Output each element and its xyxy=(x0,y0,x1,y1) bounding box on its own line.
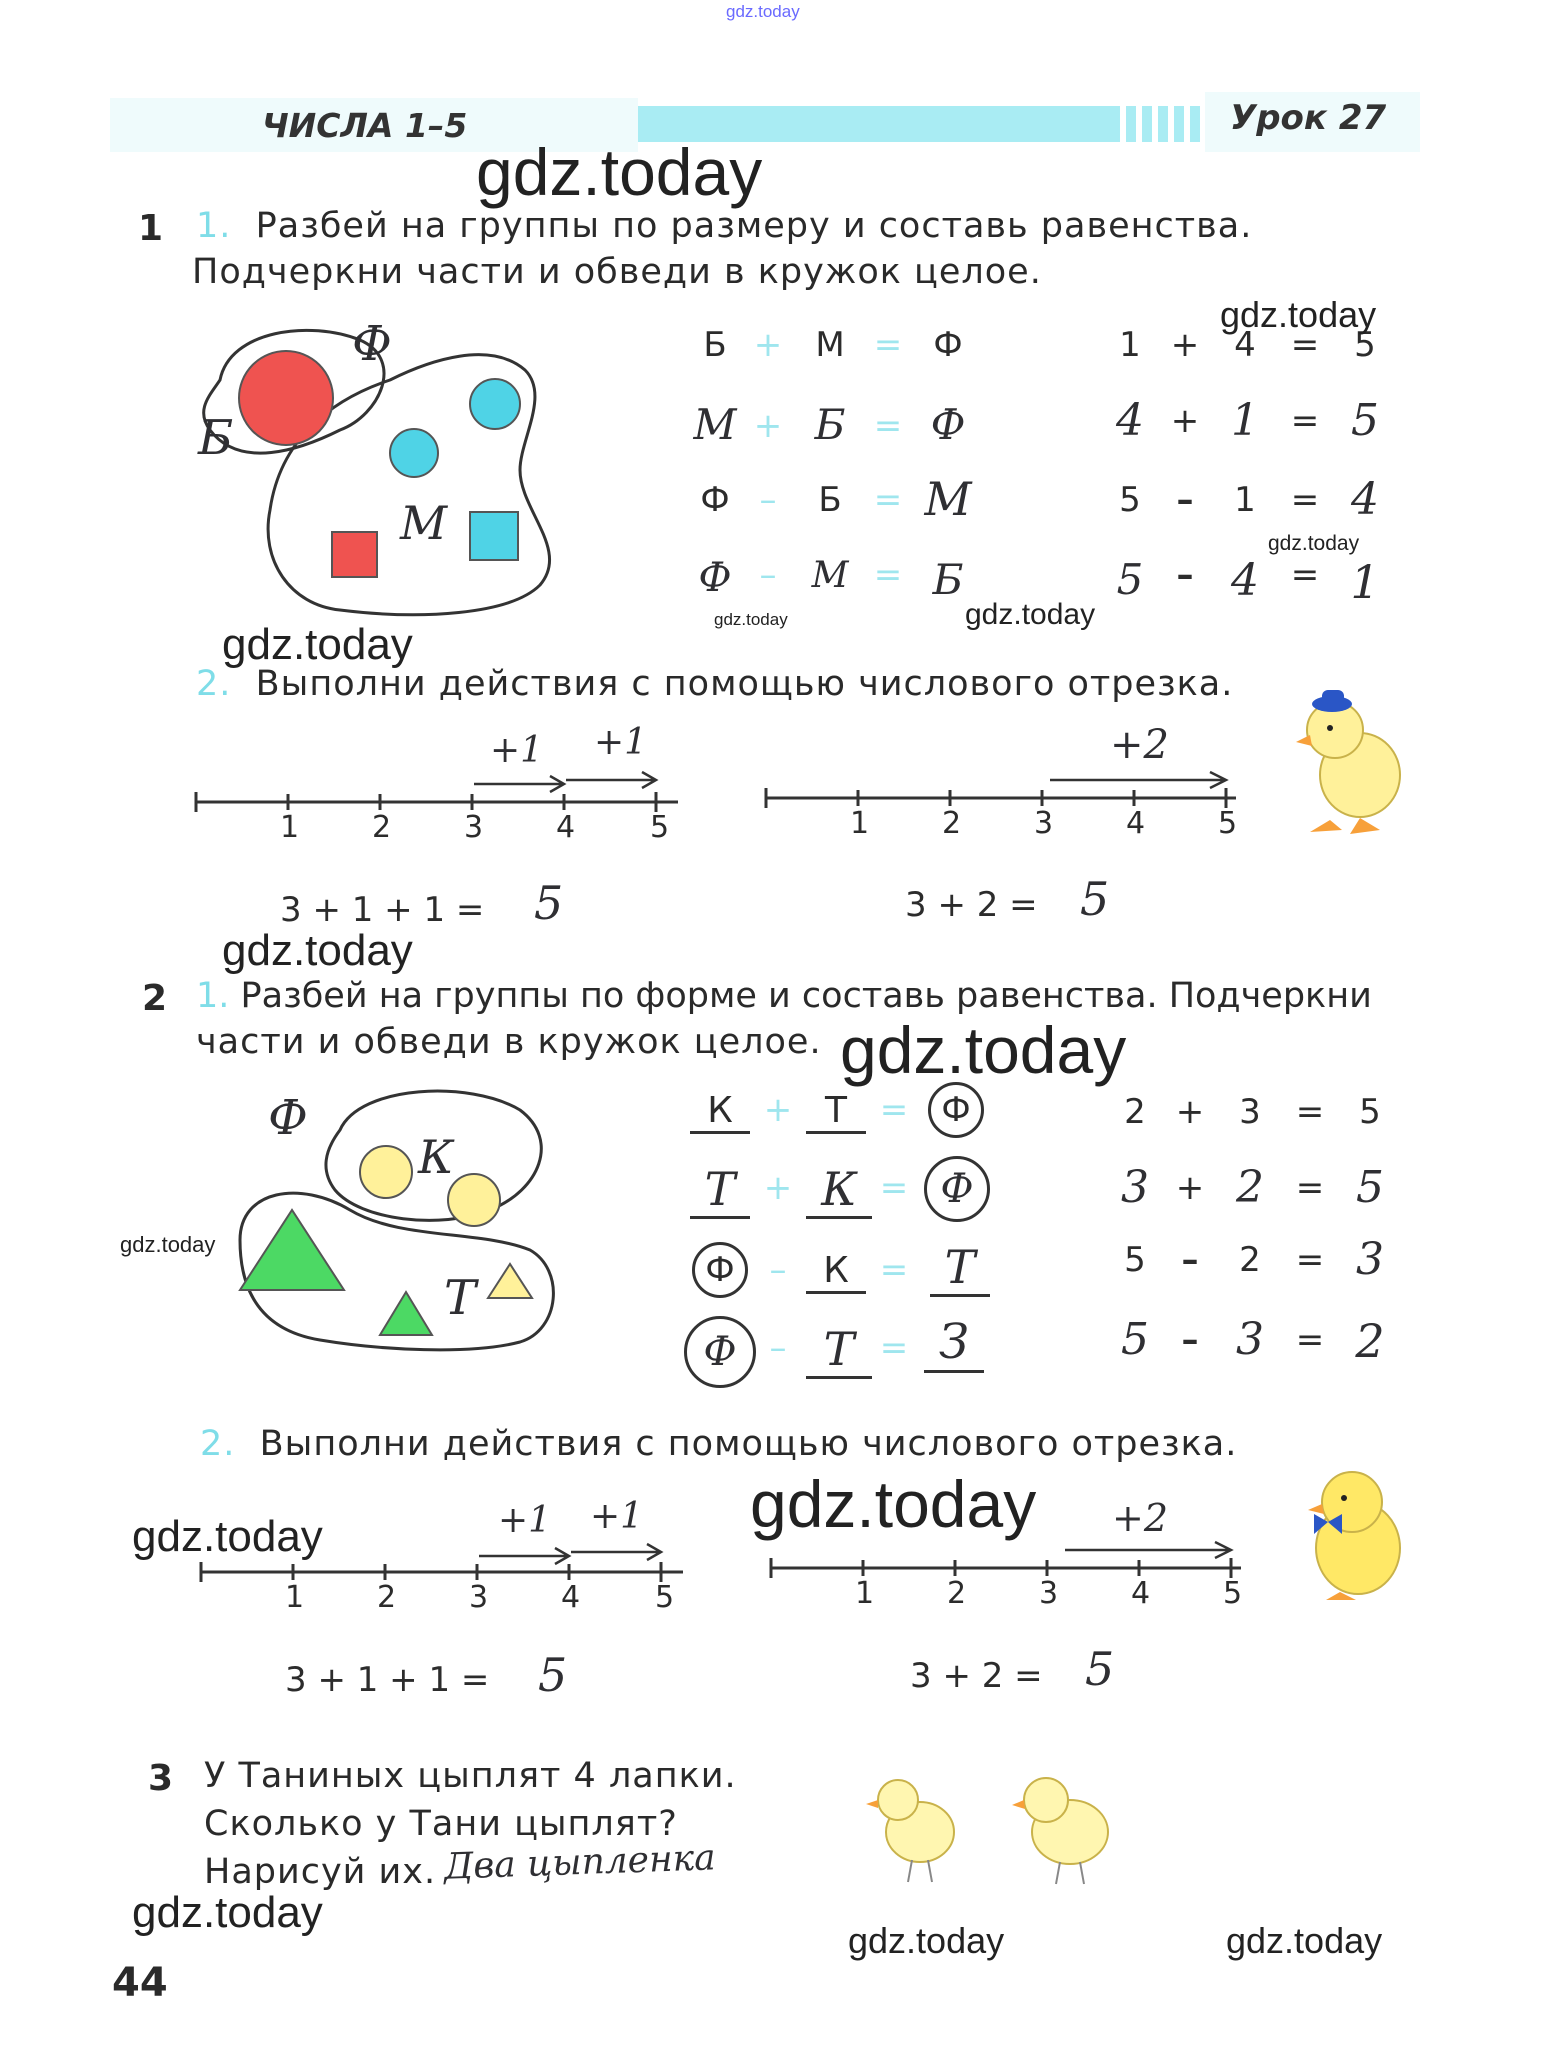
cell: Т xyxy=(690,1162,750,1219)
letter-row-1 xyxy=(690,1090,1010,1160)
task-3-line3: Нарисуй их. xyxy=(204,1852,437,1892)
letter-row-4 xyxy=(690,1314,1010,1398)
tick-label: 5 xyxy=(1223,1576,1243,1611)
cell: 5 xyxy=(1116,555,1144,604)
two-chicks-picture xyxy=(860,1760,1140,1890)
tick-label: 3 xyxy=(464,810,484,845)
cell: Т xyxy=(806,1322,872,1379)
task-1-right-equation: 3 + 2 = xyxy=(905,885,1038,925)
task-2-1-subnumber: 1. xyxy=(196,976,230,1016)
task-1-1-line1 xyxy=(196,206,1252,246)
plus-sign: + xyxy=(753,406,783,446)
jump-label: +2 xyxy=(1110,722,1169,768)
letter-row-4 xyxy=(690,555,990,615)
equals-sign: = xyxy=(879,1090,909,1130)
cell: = xyxy=(1295,1320,1325,1360)
chick-with-bow-picture xyxy=(1300,1460,1410,1600)
watermark: gdz.today xyxy=(476,135,763,209)
cell: Ф xyxy=(698,555,732,601)
cell: = xyxy=(1295,1240,1325,1280)
cell: 3 xyxy=(1236,1314,1264,1365)
task-2-right-answer: 5 xyxy=(1085,1642,1115,1696)
cell: К xyxy=(690,1090,750,1134)
watermark: gdz.today xyxy=(848,1920,1005,1961)
letter-row-1 xyxy=(690,325,990,385)
chick-with-hat-picture xyxy=(1290,680,1410,840)
task-1-1-text-line1: Разбей на группы по размеру и составь равенства. xyxy=(255,206,1253,246)
task-1-2-text: Выполни действия с помощью числового отрезка. xyxy=(255,664,1234,704)
tick-label: 3 xyxy=(1039,1576,1059,1611)
cell: М xyxy=(924,472,972,526)
cell: 4 xyxy=(1116,395,1144,446)
cell: + xyxy=(1175,1168,1205,1208)
tick-label: 5 xyxy=(650,810,670,845)
cell: 5 xyxy=(1354,325,1376,365)
cell: – xyxy=(1181,1240,1199,1280)
label-big: Б xyxy=(198,410,234,466)
cell: Ф xyxy=(930,400,966,449)
label-whole: Ф xyxy=(268,1090,308,1146)
cell: Б xyxy=(703,325,727,365)
label-small: М xyxy=(400,496,448,550)
cell: – xyxy=(1176,480,1194,520)
task-1-number: 1 xyxy=(138,208,164,249)
watermark: gdz.today xyxy=(840,1013,1127,1087)
jump-label: +1 xyxy=(590,1496,644,1537)
jump-label: +1 xyxy=(594,722,648,763)
header-stripes xyxy=(1110,106,1220,142)
tick-label: 4 xyxy=(556,810,576,845)
cell: 1 xyxy=(1231,395,1259,446)
cell: = xyxy=(1290,325,1320,365)
tick-label: 2 xyxy=(377,1580,397,1615)
minus-sign: – xyxy=(759,555,777,595)
cell: + xyxy=(1170,401,1200,441)
cell: 3 xyxy=(1121,1162,1149,1213)
tick-label: 4 xyxy=(561,1580,581,1615)
yellow-circle-2 xyxy=(448,1174,500,1226)
cell: 4 xyxy=(1234,325,1256,365)
number-row-4 xyxy=(1110,555,1410,615)
cell: + xyxy=(1175,1092,1205,1132)
tick-label: 1 xyxy=(855,1576,875,1611)
task-2-2-line xyxy=(200,1424,1237,1464)
watermark: gdz.today xyxy=(222,926,413,975)
jump-label: +1 xyxy=(490,730,544,771)
cell: = xyxy=(1290,401,1320,441)
watermark: gdz.today xyxy=(965,598,1096,631)
tick-label: 1 xyxy=(285,1580,305,1615)
letter-row-3 xyxy=(690,1240,1010,1320)
watermark: gdz.today xyxy=(750,1467,1037,1541)
cell: Ф xyxy=(692,1242,748,1298)
cell: 5 xyxy=(1359,1092,1381,1132)
small-cyan-circle-1 xyxy=(390,429,438,477)
cell: Ф xyxy=(924,1156,990,1222)
task-1-number-line-right xyxy=(760,730,1260,830)
task-1-left-equation: 3 + 1 + 1 = xyxy=(280,890,485,930)
number-row-3 xyxy=(1110,474,1410,540)
cell: 2 xyxy=(1355,1314,1385,1368)
watermark: gdz.today xyxy=(1268,532,1360,555)
cell: М xyxy=(693,400,737,449)
cell: 1 xyxy=(1350,555,1380,609)
task-3-line1: У Таниных цыплят 4 лапки. xyxy=(204,1756,737,1796)
tick-label: 3 xyxy=(1034,806,1054,841)
cell: 2 xyxy=(1236,1162,1264,1213)
cell: К xyxy=(806,1250,866,1294)
cell: 3 xyxy=(1239,1092,1261,1132)
letter-row-2 xyxy=(690,1162,1010,1232)
tick-label: 2 xyxy=(947,1576,967,1611)
tick-label: 1 xyxy=(850,806,870,841)
cell: = xyxy=(1290,555,1320,595)
big-red-circle xyxy=(239,351,333,445)
letter-row-2 xyxy=(690,400,990,460)
cell: 4 xyxy=(1231,555,1259,606)
tick-label: 2 xyxy=(372,810,392,845)
cell: 3 xyxy=(1356,1234,1384,1285)
cell: З xyxy=(924,1314,984,1373)
task-2-2-subnumber: 2. xyxy=(200,1424,236,1464)
cell: 1 xyxy=(1119,325,1141,365)
cell: К xyxy=(806,1162,872,1219)
task-1-2-line xyxy=(196,664,1233,704)
equals-sign: = xyxy=(873,480,903,520)
minus-sign: – xyxy=(759,480,777,520)
task-2-1-line1 xyxy=(196,976,1372,1016)
cell: 5 xyxy=(1351,395,1379,446)
cell: 4 xyxy=(1351,474,1379,525)
watermark: gdz.today xyxy=(120,1232,216,1257)
watermark: gdz.today xyxy=(132,1512,323,1561)
cell: 1 xyxy=(1234,480,1256,520)
equals-sign: = xyxy=(873,325,903,365)
label-whole: Ф xyxy=(352,316,392,372)
equals-sign: = xyxy=(879,1168,909,1208)
cell: – xyxy=(1176,555,1194,595)
task-2-left-equation: 3 + 1 + 1 = xyxy=(285,1660,490,1700)
lesson-title: Урок 27 xyxy=(1230,98,1387,138)
plus-sign: + xyxy=(763,1168,793,1208)
watermark: gdz.today xyxy=(1226,1920,1383,1961)
cell: 5 xyxy=(1124,1240,1146,1280)
tick-label: 5 xyxy=(1218,806,1238,841)
watermark: gdz.today xyxy=(714,610,788,629)
small-cyan-circle-2 xyxy=(470,379,520,429)
cell: М xyxy=(815,325,845,365)
plus-sign: + xyxy=(763,1090,793,1130)
label-circles: К xyxy=(418,1130,454,1184)
task-1-right-answer: 5 xyxy=(1080,872,1110,926)
label-triangles: Т xyxy=(444,1270,477,1326)
cell: Т xyxy=(806,1090,866,1134)
minus-sign: – xyxy=(769,1250,787,1290)
task-1-2-subnumber: 2. xyxy=(196,664,232,704)
cell: 5 xyxy=(1356,1162,1384,1213)
cell: 2 xyxy=(1124,1092,1146,1132)
watermark: gdz.today xyxy=(132,1888,323,1937)
task-2-number: 2 xyxy=(142,978,168,1019)
cell: Ф xyxy=(933,325,963,365)
equals-sign: = xyxy=(873,406,903,446)
task-1-left-answer: 5 xyxy=(534,876,564,930)
cell: Б xyxy=(814,400,846,449)
big-cyan-square xyxy=(470,512,518,560)
cell: – xyxy=(1181,1320,1199,1360)
plus-sign: + xyxy=(753,325,783,365)
yellow-circle-1 xyxy=(360,1146,412,1198)
task-3-line2: Сколько у Тани цыплят? xyxy=(204,1804,678,1844)
letter-row-3 xyxy=(690,472,990,540)
equals-sign: = xyxy=(873,555,903,595)
cell: 5 xyxy=(1119,480,1141,520)
equals-sign: = xyxy=(879,1328,909,1368)
small-yellow-triangle xyxy=(488,1264,532,1298)
cell: Б xyxy=(932,555,964,604)
equals-sign: = xyxy=(879,1250,909,1290)
task-2-1-line2: части и обведи в кружок целое. xyxy=(196,1022,822,1062)
task-2-2-text: Выполни действия с помощью числового отрезка. xyxy=(259,1424,1238,1464)
task-1-1-subnumber: 1. xyxy=(196,206,232,246)
tick-label: 5 xyxy=(655,1580,675,1615)
task-2-left-answer: 5 xyxy=(538,1648,568,1702)
cell: = xyxy=(1295,1092,1325,1132)
jump-label: +2 xyxy=(1112,1496,1169,1540)
task-3-number: 3 xyxy=(148,1758,174,1799)
tick-label: 1 xyxy=(280,810,300,845)
tick-label: 3 xyxy=(469,1580,489,1615)
cell: Ф xyxy=(928,1082,984,1138)
cell: Ф xyxy=(684,1316,756,1388)
tick-label: 4 xyxy=(1131,1576,1151,1611)
cell: = xyxy=(1295,1168,1325,1208)
minus-sign: – xyxy=(769,1328,787,1368)
tick-label: 2 xyxy=(942,806,962,841)
site-watermark-top: gdz.today xyxy=(726,2,800,21)
cell: Ф xyxy=(700,480,730,520)
cell: М xyxy=(811,555,849,596)
cell: 5 xyxy=(1121,1314,1149,1365)
cell: Т xyxy=(930,1240,990,1297)
big-green-triangle xyxy=(240,1210,344,1290)
watermark: gdz.today xyxy=(1220,294,1377,335)
task-2-right-equation: 3 + 2 = xyxy=(910,1656,1043,1696)
jump-label: +1 xyxy=(498,1500,552,1541)
page-number: 44 xyxy=(112,1960,168,2006)
chapter-title: ЧИСЛА 1–5 xyxy=(262,106,468,145)
number-row-2 xyxy=(1110,395,1410,455)
watermark: gdz.today xyxy=(222,620,413,669)
cell: 2 xyxy=(1239,1240,1261,1280)
task-3-answer: Два цыпленка xyxy=(443,1837,717,1888)
cell: Б xyxy=(818,480,842,520)
task-2-1-text-line1: Разбей на группы по форме и составь равенства. Подчеркни xyxy=(240,976,1372,1016)
cell: + xyxy=(1170,325,1200,365)
small-green-triangle xyxy=(380,1292,432,1335)
header-banner xyxy=(110,92,1420,156)
cell: = xyxy=(1290,480,1320,520)
task-1-1-line2: Подчеркни части и обведи в кружок целое. xyxy=(192,252,1042,292)
tick-label: 4 xyxy=(1126,806,1146,841)
small-red-square xyxy=(332,532,377,577)
